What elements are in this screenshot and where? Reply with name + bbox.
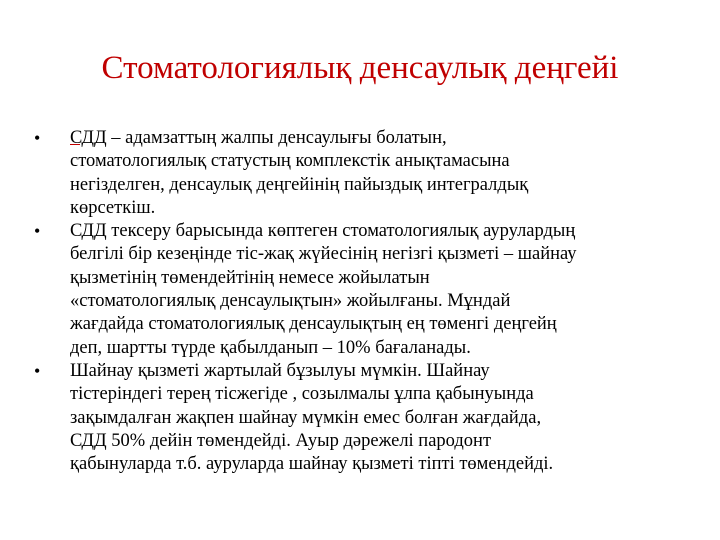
bullet-line: көрсеткіш.: [70, 197, 156, 218]
bullet-line: «стоматологиялық денсаулықтын» жойылғаны. Мұндай: [70, 291, 511, 312]
bullet-line: қызметінің төмендейтінің немесе жойылатын: [70, 267, 430, 288]
bullet-line: СДД тексеру барысында көптеген стоматологиялық аурулардың: [70, 221, 576, 242]
slide-title: Стоматологиялық денсаулық деңгейі: [101, 50, 619, 86]
bullet-line: СДД 50% дейін төмендейді. Ауыр дәрежелі пародонт: [70, 430, 492, 451]
bullet-item: [34, 360, 694, 476]
bullet-line: Шайнау қызметі жартылай бұзылуы мүмкін. Шайнау: [70, 360, 490, 381]
bullet-line: стоматологиялық статустың комплекстік анықтамасына: [70, 151, 510, 172]
sdd-link[interactable]: СДД: [70, 128, 107, 148]
bullet-item: [34, 220, 694, 360]
bullet-item: [34, 127, 694, 220]
bullet-line: зақымдалған жақпен шайнау мүмкін емес болған жағдайда,: [70, 407, 542, 428]
bullet-line: белгілі бір кезеңінде тіс-жақ жүйесінің негізгі қызметі – шайнау: [70, 244, 577, 265]
bullet-dot-icon: •: [34, 128, 41, 148]
bullet-line: негізделген, денсаулық деңгейінің пайыздық интегралдық: [70, 174, 529, 195]
bullet-line: деп, шартты түрде қабылданып – 10% бағаланады.: [70, 337, 471, 358]
bullet-line: жағдайда стоматологиялық денсаулықтың ең төменгі деңгейң: [70, 314, 557, 335]
bullet-line: қабынуларда т.б. ауруларда шайнау қызметі тіпті төмендейді.: [70, 454, 554, 475]
bullet-line: [70, 127, 694, 150]
bullet-dot-icon: •: [34, 221, 41, 242]
bullet-list: [34, 127, 694, 476]
bullet-dot-icon: •: [34, 360, 41, 381]
bullet-line: тістеріндегі терең тісжегіде , созылмалы ұлпа қабынуында: [70, 384, 534, 405]
bullet-text: – адамзаттың жалпы денсаулығы болатын,: [106, 128, 447, 148]
